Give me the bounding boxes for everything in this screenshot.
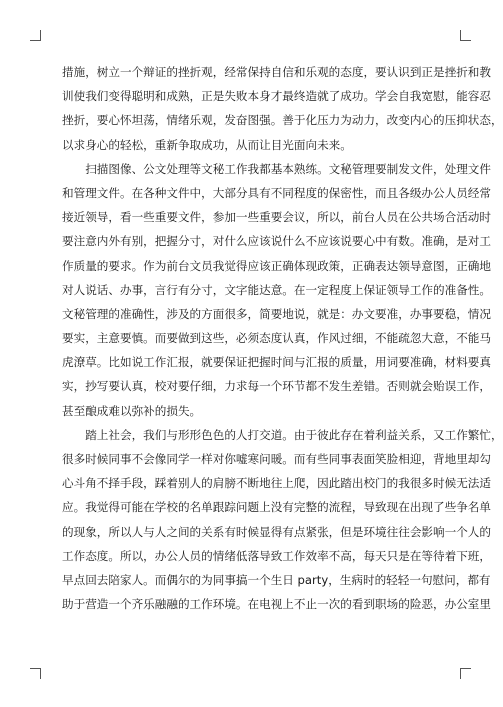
text-line: 甚至酿成难以弥补的损失。 bbox=[62, 403, 202, 418]
text-line: 措施，树立一个辩证的挫折观，经常保持自信和乐观的态度，要认识到正是挫折和教 bbox=[62, 65, 491, 79]
text-line: 很多时候同事不会像同学一样对你嘘寒问暖。而有些同事表面笑脸相迎，背地里却勾 bbox=[62, 452, 491, 466]
crop-mark-top-right bbox=[460, 30, 471, 41]
text-line: 文秘管理的准确性，涉及的方面很多，简要地说，就是：办文要准，办事要稳，情况 bbox=[62, 306, 491, 321]
text-line: 心斗角不择手段，踩着别人的肩膀不断地往上爬，因此踏出校门的我很多时候无法适 bbox=[62, 476, 491, 491]
text-line: 作质量的要求。作为前台文员我觉得应该正确体现政策，正确表达领导意图，正确地 bbox=[62, 258, 491, 273]
text-line: 对人说话、办事，言行有分寸，文字能达意。在一定程度上保证领导工作的准备性。 bbox=[62, 282, 491, 297]
crop-mark-bottom-left bbox=[30, 668, 41, 679]
crop-mark-top-left bbox=[30, 30, 41, 41]
body-text bbox=[62, 60, 503, 616]
text-line: 应。我觉得可能在学校的名单跟踪问题上没有完整的流程，导致现在出现了些争名单 bbox=[62, 500, 491, 515]
text-line: 的现象，所以人与人之间的关系有时候显得有点紧张，但是环境往往会影响一个人的 bbox=[62, 524, 491, 539]
text-line: 以求身心的轻松，重新争取成功，从而让目光面向未来。 bbox=[62, 137, 352, 152]
text-line: 要注意内外有别，把握分寸，对什么应该说什么不应该说要心中有数。准确，是对工 bbox=[62, 234, 491, 249]
text-line: 挫折，要心怀坦荡，情绪乐观，发奋图强。善于化压力为动力，改变内心的压抑状态， bbox=[62, 113, 503, 128]
text-line: 实，抄写要认真，校对要仔细，力求每一个环节都不发生差错。否则就会贻误工作， bbox=[62, 379, 491, 394]
text-line: 扫描图像、公文处理等文秘工作我都基本熟练。文秘管理要制发文件，处理文件 bbox=[62, 161, 491, 176]
text-line: 训使我们变得聪明和成熟，正是失败本身才最终造就了成功。学会自我宽慰，能容忍 bbox=[62, 89, 491, 104]
text-line: 要实，主意要慎。而要做到这些，必须态度认真，作风过细，不能疏忽大意，不能马 bbox=[62, 331, 491, 346]
crop-mark-bottom-right bbox=[460, 668, 471, 679]
text-line: 踏上社会，我们与形形色色的人打交道。由于彼此存在着利益关系，又工作繁忙， bbox=[62, 427, 503, 442]
text-line: 早点回去陪家人。而偶尔的为同事搞一个生日 party，生病时的轻轻一句慰问，都有 bbox=[62, 572, 491, 587]
text-line: 虎潦草。比如说工作汇报，就要保证把握时间与汇报的质量，用词要准确，材料要真 bbox=[62, 355, 491, 370]
text-line: 助于营造一个齐乐融融的工作环境。在电视上不止一次的看到职场的险恶，办公室里 bbox=[62, 597, 491, 612]
text-line: 工作态度。所以，办公人员的情绪低落导致工作效率不高，每天只是在等待着下班， bbox=[62, 548, 491, 563]
text-line: 和管理文件。在各种文件中，大部分具有不同程度的保密性，而且各级办公人员经常 bbox=[62, 185, 491, 200]
text-line: 接近领导，看一些重要文件，参加一些重要会议，所以，前台人员在公共场合活动时 bbox=[62, 210, 491, 225]
